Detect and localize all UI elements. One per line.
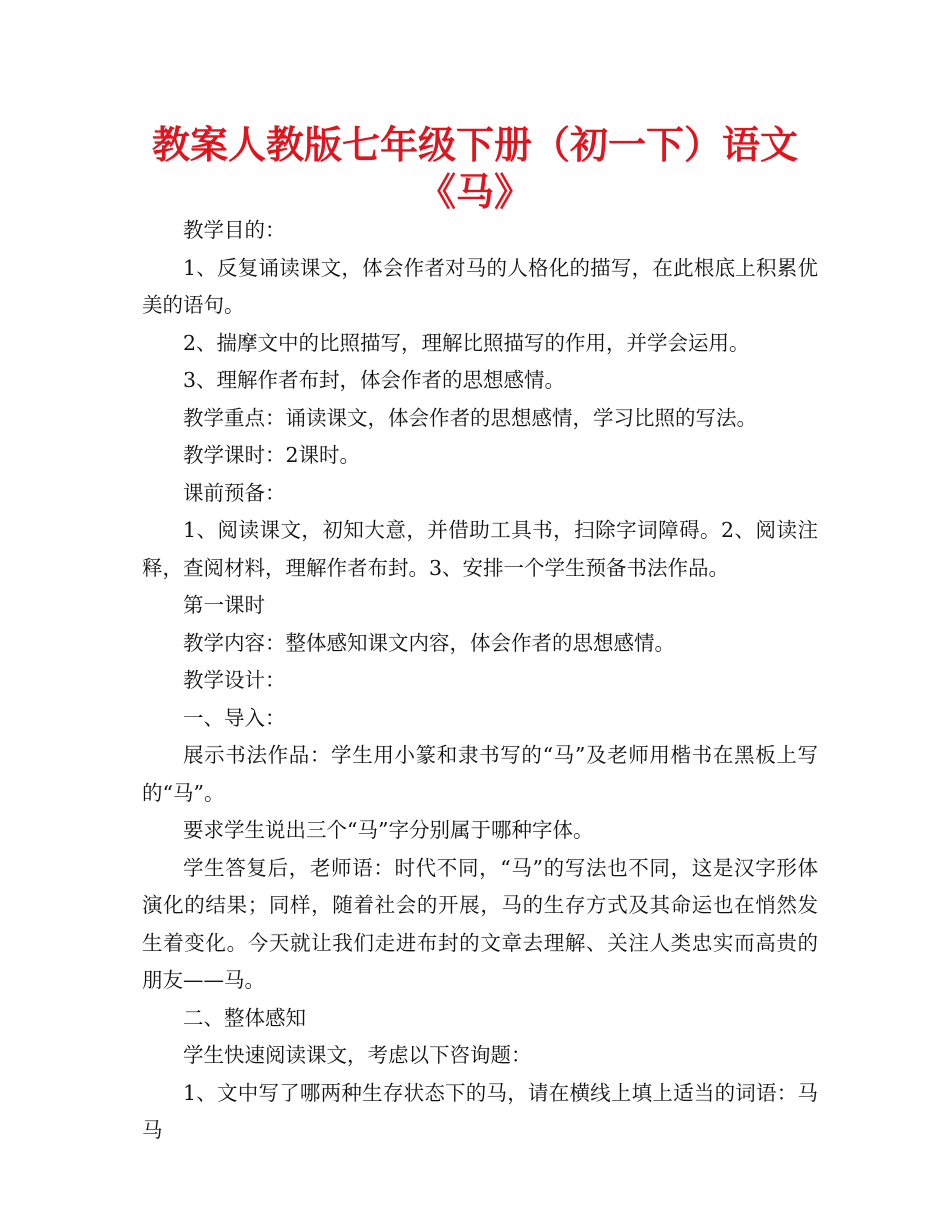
paragraph-design-heading: 教学设计： xyxy=(183,668,286,692)
paragraph-objectives-heading: 教学目的： xyxy=(183,218,286,242)
paragraph-font-question: 要求学生说出三个“马”字分别属于哪种字体。 xyxy=(183,818,594,842)
paragraph-first-lesson: 第一课时 xyxy=(183,593,265,617)
paragraph-key-points: 教学重点：诵读课文，体会作者的思想感情，学习比照的写法。 xyxy=(183,405,757,430)
paragraph-class-hours: 教学课时：2课时。 xyxy=(183,443,361,467)
document-title-line2: 《马》 xyxy=(417,170,532,214)
paragraph-reading-task: 学生快速阅读课文，考虑以下咨询题： xyxy=(183,1043,532,1067)
paragraph-objective-3: 3、理解作者布封，体会作者的思想感情。 xyxy=(183,368,566,392)
paragraph-intro-heading: 一、导入： xyxy=(183,705,286,730)
paragraph-objective-2: 2、揣摩文中的比照描写，理解比照描写的作用，并学会运用。 xyxy=(183,330,750,355)
paragraph-preparation-heading: 课前预备： xyxy=(183,480,286,505)
document-title-line1: 教案人教版七年级下册（初一下）语文 xyxy=(151,123,798,167)
paragraph-preparation-items: 1、阅读课文，初知大意，并借助工具书，扫除字词障碍。2、阅读注释，查阅材料，理解作者布封。3、安排一个学生预备书法作品。 xyxy=(142,518,818,580)
paragraph-calligraphy: 展示书法作品：学生用小篆和隶书写的“马”及老师用楷书在黑板上写的“马”。 xyxy=(142,743,818,805)
paragraph-objective-1: 1、反复诵读课文，体会作者对马的人格化的描写，在此根底上积累优美的语句。 xyxy=(142,255,818,317)
paragraph-overall-heading: 二、整体感知 xyxy=(183,1005,306,1030)
document-body xyxy=(142,212,818,1150)
paragraph-teacher-remarks: 学生答复后，老师语：时代不同，“马”的写法也不同，这是汉字形体演化的结果；同样，随着社会的开展，马的生存方式及其命运也在悄然发生着变化。今天就让我们走进布封的文章去理解、关注人类忠实而高贵的朋友——马。 xyxy=(142,855,818,992)
paragraph-question-1: 1、文中写了哪两种生存状态下的马，请在横线上填上适当的词语：马马 xyxy=(142,1080,818,1142)
paragraph-lesson-content: 教学内容：整体感知课文内容，体会作者的思想感情。 xyxy=(183,630,675,655)
